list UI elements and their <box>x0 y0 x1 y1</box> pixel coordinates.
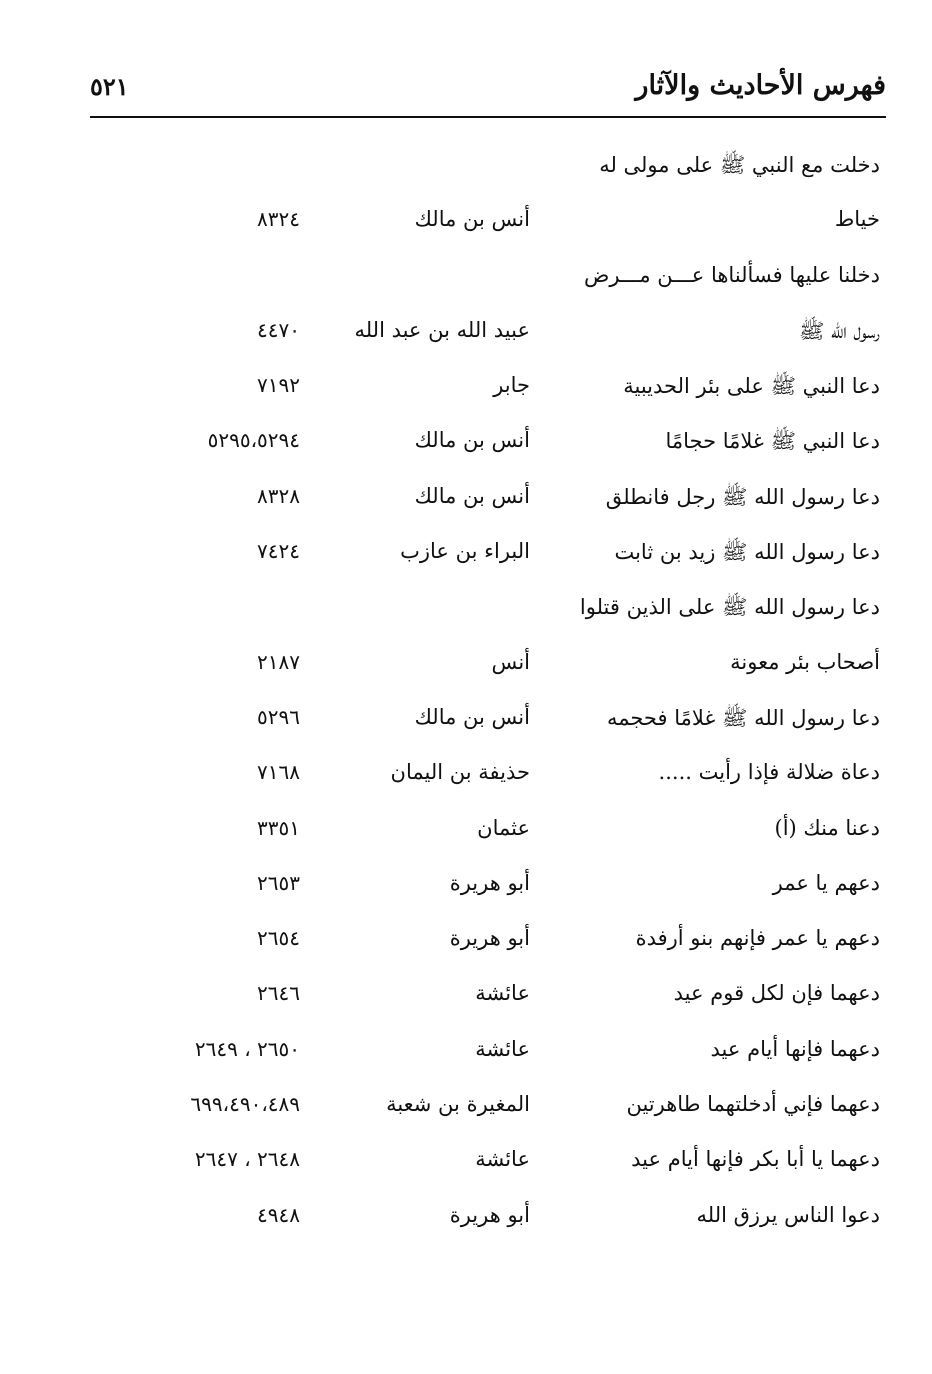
index-entry <box>90 857 886 912</box>
hadith-text: دعا رسول الله ﷺ زيد بن ثابت <box>614 540 880 565</box>
hadith-text: دعهما يا أبا بكر فإنها أيام عيد <box>631 1147 880 1172</box>
narrator: أنس بن مالك <box>414 207 530 232</box>
index-entry <box>90 470 886 525</box>
hadith-number: ٢١٨٧ <box>257 649 300 674</box>
hadith-number: ٥٢٩٥،٥٢٩٤ <box>207 428 300 453</box>
hadith-text: دعاة ضلالة فإذا رأيت ..... <box>658 760 880 785</box>
narrator: البراء بن عازب <box>400 539 530 564</box>
hadith-number: ٥٢٩٦ <box>257 704 300 729</box>
index-entry <box>90 359 886 414</box>
hadith-number: ٧١٩٢ <box>257 373 300 398</box>
hadith-number: ٨٣٢٤ <box>257 207 300 232</box>
hadith-text: دعا النبي ﷺ على بئر الحديبية <box>623 374 880 399</box>
index-entry <box>90 1023 886 1078</box>
narrator: عائشة <box>475 1147 530 1172</box>
narrator: أبو هريرة <box>449 1202 530 1227</box>
hadith-text: دعنا منك (أ) <box>774 815 880 840</box>
hadith-number: ٧٤٢٤ <box>257 539 300 564</box>
hadith-text: دعهم يا عمر <box>772 870 880 895</box>
index-entry <box>90 1189 886 1244</box>
hadith-text: دعا رسول الله ﷺ غلامًا فحجمه <box>606 705 880 730</box>
hadith-number: ٦٩٩،٤٩٠،٤٨٩ <box>190 1092 300 1117</box>
index-entry <box>90 912 886 967</box>
hadith-number: ٤٩٤٨ <box>257 1202 300 1227</box>
index-entry <box>90 1078 886 1133</box>
index-entry <box>90 249 886 304</box>
index-entry <box>90 138 886 193</box>
hadith-number: ٨٣٢٨ <box>257 483 300 508</box>
index-entry <box>90 525 886 580</box>
hadith-text: رسول الله ﷺ <box>799 318 880 343</box>
index-entry <box>90 1133 886 1188</box>
narrator: أنس بن مالك <box>414 428 530 453</box>
header-rule <box>90 116 886 118</box>
hadith-text: دخلنا عليها فسألناها عـــن مـــرض <box>583 262 880 287</box>
hadith-text: دعا النبي ﷺ غلامًا حجامًا <box>665 429 880 454</box>
hadith-text: دعا رسول الله ﷺ على الذين قتلوا <box>579 595 880 620</box>
narrator: جابر <box>493 373 530 398</box>
index-entry <box>90 636 886 691</box>
narrator: المغيرة بن شعبة <box>386 1092 530 1117</box>
index-entry <box>90 580 886 635</box>
page-header <box>90 62 886 114</box>
narrator: أبو هريرة <box>449 926 530 951</box>
narrator: أنس بن مالك <box>414 483 530 508</box>
index-entry <box>90 414 886 469</box>
hadith-number: ٣٣٥١ <box>257 815 300 840</box>
hadith-index-list <box>90 138 886 1244</box>
narrator: حذيفة بن اليمان <box>390 760 530 785</box>
hadith-text: دعهما فإن لكل قوم عيد <box>673 981 880 1006</box>
hadith-text: دعهم يا عمر فإنهم بنو أرفدة <box>635 926 880 951</box>
index-entry <box>90 691 886 746</box>
hadith-text: دخلت مع النبي ﷺ على مولى له <box>599 153 880 177</box>
narrator: أنس بن مالك <box>414 704 530 729</box>
hadith-text: خياط <box>834 207 880 232</box>
index-entry <box>90 746 886 801</box>
page-title: فهرس الأحاديث والآثار <box>635 70 886 101</box>
hadith-text: دعوا الناس يرزق الله <box>696 1202 880 1227</box>
index-entry <box>90 193 886 248</box>
index-entry <box>90 304 886 359</box>
hadith-text: أصحاب بئر معونة <box>730 649 880 674</box>
narrator: أنس <box>491 649 530 674</box>
hadith-number: ٢٦٥٠ ، ٢٦٤٩ <box>194 1036 300 1061</box>
narrator: عائشة <box>475 981 530 1006</box>
index-entry <box>90 802 886 857</box>
hadith-number: ٧١٦٨ <box>257 760 300 785</box>
hadith-number: ٤٤٧٠ <box>257 317 300 342</box>
hadith-text: دعهما فإني أدخلتهما طاهرتين <box>626 1092 880 1117</box>
narrator: عثمان <box>477 815 530 840</box>
narrator: عبيد الله بن عبد الله <box>354 317 530 342</box>
page-number: ٥٢١ <box>90 72 129 101</box>
index-entry <box>90 967 886 1022</box>
hadith-number: ٢٦٤٦ <box>257 981 300 1006</box>
hadith-number: ٢٦٤٨ ، ٢٦٤٧ <box>194 1147 300 1172</box>
hadith-text: دعهما فإنها أيام عيد <box>710 1036 880 1061</box>
hadith-text: دعا رسول الله ﷺ رجل فانطلق <box>605 484 880 509</box>
hadith-number: ٢٦٥٣ <box>257 870 300 895</box>
narrator: عائشة <box>475 1036 530 1061</box>
narrator: أبو هريرة <box>449 870 530 895</box>
hadith-number: ٢٦٥٤ <box>257 926 300 951</box>
